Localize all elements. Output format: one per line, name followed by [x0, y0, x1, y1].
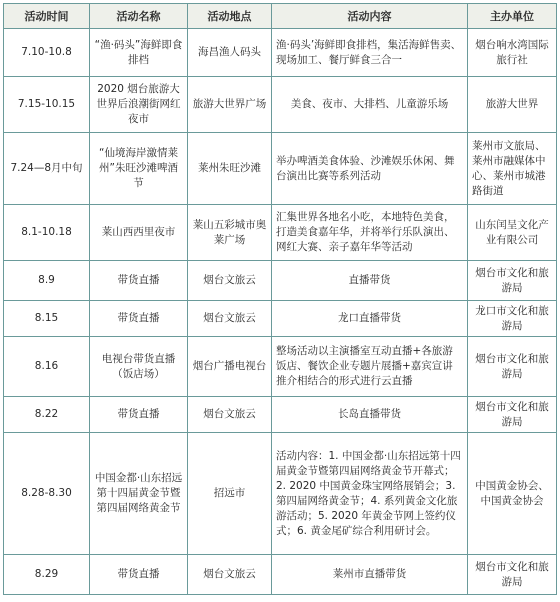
- cell-name: 莱山西西里夜市: [90, 205, 188, 261]
- cell-place: 莱州朱旺沙滩: [188, 133, 272, 205]
- event-table-wrapper: [3, 3, 557, 595]
- cell-organizer: 中国黄金协会、中国黄金协会: [468, 433, 557, 555]
- header-row: [4, 4, 557, 29]
- cell-place: 招远市: [188, 433, 272, 555]
- cell-content: 整场活动以主演播室互动直播+各旅游饭店、餐饮企业专题片展播+嘉宾宣讲推介相结合的形式进行云直播: [272, 337, 468, 397]
- table-row: [4, 205, 557, 261]
- cell-name: “仙境海岸激情莱州”朱旺沙滩啤酒节: [90, 133, 188, 205]
- cell-content: 莱州市直播带货: [272, 555, 468, 595]
- table-row: [4, 433, 557, 555]
- cell-organizer: 烟台响水湾国际旅行社: [468, 29, 557, 77]
- cell-place: 烟台文旅云: [188, 555, 272, 595]
- cell-organizer: 莱州市文旅局、莱州市融媒体中心、莱州市城港路街道: [468, 133, 557, 205]
- cell-time: 8.16: [4, 337, 90, 397]
- table-row: [4, 301, 557, 337]
- cell-content: 长岛直播带货: [272, 397, 468, 433]
- cell-organizer: 龙口市文化和旅游局: [468, 301, 557, 337]
- cell-place: 莱山五彩城市奥莱广场: [188, 205, 272, 261]
- cell-time: 8.28-8.30: [4, 433, 90, 555]
- cell-time: 7.10-10.8: [4, 29, 90, 77]
- cell-place: 烟台文旅云: [188, 261, 272, 301]
- cell-time: 7.15-10.15: [4, 77, 90, 133]
- cell-content: 举办啤酒美食体验、沙滩娱乐休闲、舞台演出比赛等系列活动: [272, 133, 468, 205]
- cell-name: “渔·码头”海鲜即食排档: [90, 29, 188, 77]
- header-name: 活动名称: [90, 4, 188, 29]
- cell-content: 直播带货: [272, 261, 468, 301]
- cell-place: 烟台文旅云: [188, 397, 272, 433]
- cell-place: 烟台文旅云: [188, 301, 272, 337]
- cell-content: 龙口直播带货: [272, 301, 468, 337]
- table-row: [4, 555, 557, 595]
- cell-organizer: 烟台市文化和旅游局: [468, 397, 557, 433]
- table-row: [4, 261, 557, 301]
- cell-time: 8.22: [4, 397, 90, 433]
- cell-content: 活动内容：1. 中国金都·山东招远第十四届黄金节暨第四届网络黄金节开幕式；2. 2020 中国黄金珠宝网络展销会；3. 第四届网络黄金节；4. 系列黄金文化旅游活动；5. 2020 年黄金节网上签约仪式；6. 黄金尾矿综合利用研讨会。: [272, 433, 468, 555]
- cell-name: 中国金都·山东招远第十四届黄金节暨第四届网络黄金节: [90, 433, 188, 555]
- cell-place: 旅游大世界广场: [188, 77, 272, 133]
- cell-content: 美食、夜市、大排档、儿童游乐场: [272, 77, 468, 133]
- header-time: 活动时间: [4, 4, 90, 29]
- cell-time: 8.9: [4, 261, 90, 301]
- cell-time: 8.1-10.18: [4, 205, 90, 261]
- cell-name: 电视台带货直播（饭店场）: [90, 337, 188, 397]
- cell-organizer: 烟台市文化和旅游局: [468, 555, 557, 595]
- cell-organizer: 烟台市文化和旅游局: [468, 261, 557, 301]
- cell-place: 海昌渔人码头: [188, 29, 272, 77]
- cell-organizer: 山东闰呈文化产业有限公司: [468, 205, 557, 261]
- cell-organizer: 烟台市文化和旅游局: [468, 337, 557, 397]
- table-row: [4, 133, 557, 205]
- event-schedule-table: [3, 3, 557, 595]
- cell-time: 8.29: [4, 555, 90, 595]
- table-row: [4, 77, 557, 133]
- cell-content: 汇集世界各地名小吃，本地特色美食，打造美食嘉年华，并将举行乐队演出、网红大赛、亲子嘉年华等活动: [272, 205, 468, 261]
- header-place: 活动地点: [188, 4, 272, 29]
- table-row: [4, 29, 557, 77]
- header-organizer: 主办单位: [468, 4, 557, 29]
- cell-time: 8.15: [4, 301, 90, 337]
- cell-organizer: 旅游大世界: [468, 77, 557, 133]
- header-content: 活动内容: [272, 4, 468, 29]
- cell-time: 7.24—8月中旬: [4, 133, 90, 205]
- cell-name: 2020 烟台旅游大世界后浪潮街网红夜市: [90, 77, 188, 133]
- cell-name: 带货直播: [90, 301, 188, 337]
- cell-name: 带货直播: [90, 555, 188, 595]
- cell-place: 烟台广播电视台: [188, 337, 272, 397]
- cell-name: 带货直播: [90, 397, 188, 433]
- cell-name: 带货直播: [90, 261, 188, 301]
- table-row: [4, 337, 557, 397]
- cell-content: 渔·码头’海鲜即食排档，集活海鲜售卖、现场加工、餐厅鲜食三合一: [272, 29, 468, 77]
- table-row: [4, 397, 557, 433]
